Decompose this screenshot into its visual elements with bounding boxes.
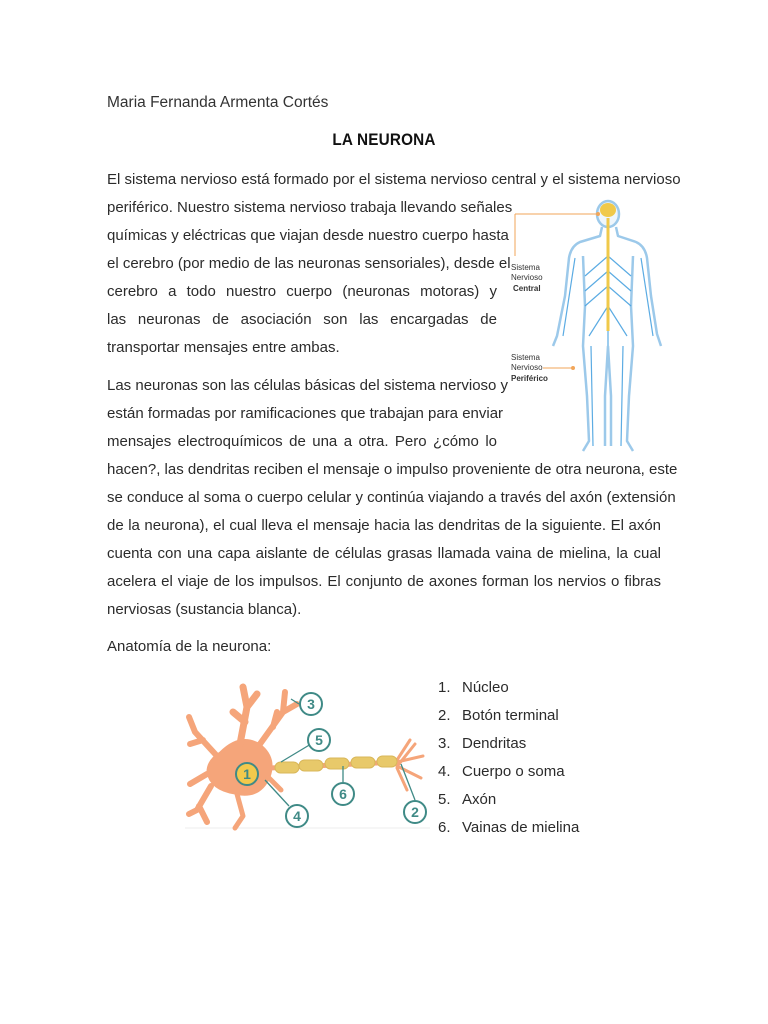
text-line: El sistema nervioso está formado por el sistema nervioso central y el sistema nervioso <box>107 171 681 188</box>
peripheral-label: Sistema Nervioso Periférico <box>511 353 548 383</box>
text-line: mensajes electroquímicos de una a otra. Pero ¿cómo lo <box>107 433 497 450</box>
text-line: las neuronas de asociación son las encargadas de <box>107 311 497 328</box>
list-item: 5. Axón <box>438 791 497 808</box>
paragraph-intro-line <box>107 166 681 194</box>
neuron-diagram <box>185 682 430 832</box>
text-line: el cerebro (por medio de las neuronas sensoriales), desde el <box>107 255 511 272</box>
marker-4-label: 4 <box>293 808 301 824</box>
list-item: 6. Vainas de mielina <box>438 819 580 836</box>
text-line: se conduce al soma o cuerpo celular y continúa viajando a través del axón (extensión <box>107 489 676 506</box>
author-name: Maria Fernanda Armenta Cortés <box>107 94 329 111</box>
list-item: 1. Núcleo <box>438 679 509 696</box>
marker-6-label: 6 <box>339 786 347 802</box>
list-item: 2. Botón terminal <box>438 707 559 724</box>
neuron-parts-list <box>438 674 579 842</box>
text-line: hacen?, las dendritas reciben el mensaje o impulso proveniente de otra neurona, este <box>107 461 678 478</box>
text-line: acelera el viaje de los impulsos. El conjunto de axones forman los nervios o fibras <box>107 573 661 590</box>
list-item: 3. Dendritas <box>438 735 527 752</box>
anatomy-heading: Anatomía de la neurona: <box>107 638 272 655</box>
marker-1-label: 1 <box>243 766 251 782</box>
paragraph-intro <box>107 194 513 362</box>
brain-icon <box>600 203 616 217</box>
text-line: cerebro a todo nuestro cuerpo (neuronas motoras) y <box>107 283 497 300</box>
text-line: cuenta con una capa aislante de células grasas llamada vaina de mielina, la cual <box>107 545 661 562</box>
central-label: Sistema Nervioso Central <box>511 263 543 293</box>
paragraph-neurons-continued <box>107 456 678 624</box>
list-item: 4. Cuerpo o soma <box>438 763 565 780</box>
document-title: LA NEURONA <box>332 130 436 149</box>
text-line: están formadas por ramificaciones que trabajan para enviar <box>107 405 504 422</box>
nervous-system-figure <box>505 196 665 461</box>
marker-2-label: 2 <box>411 804 419 820</box>
marker-5-label: 5 <box>315 732 323 748</box>
text-line: transportar mensajes entre ambas. <box>107 339 340 356</box>
text-line: de la neurona), el cual lleva el mensaje hacia las dendritas de la siguiente. El axón <box>107 517 661 534</box>
text-line: nerviosas (sustancia blanca). <box>107 601 302 618</box>
paragraph-neurons <box>107 372 509 456</box>
text-line: Las neuronas son las células básicas del sistema nervioso y <box>107 377 509 394</box>
text-line: periférico. Nuestro sistema nervioso trabaja llevando señales <box>107 199 513 216</box>
marker-3-label: 3 <box>307 696 315 712</box>
text-line: químicas y eléctricas que viajan desde nuestro cuerpo hasta <box>107 227 509 244</box>
